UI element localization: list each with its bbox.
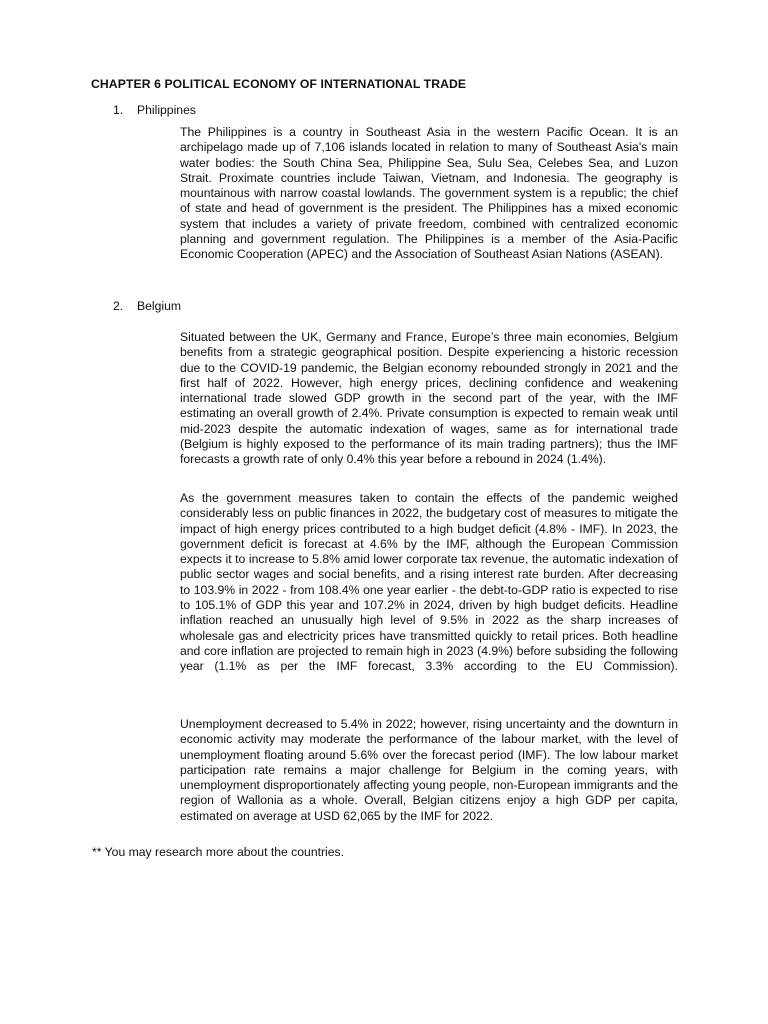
paragraph-philippines: The Philippines is a country in Southeast Asia in the western Pacific Ocean. It is an archipelago made up of 7,106 islands located in relation to many of Southeast Asia's main water bodies: the South China Sea, Philippine Sea, Sulu Sea, Celebes Sea, and Luzon Strait. Proximate countries include Taiwan, Vietnam, and Indonesia. The geography is mountainous with narrow coastal lowlands. The government system is a republic; the chief of state and head of government is the president. The Philippines has a mixed economic system that includes a variety of private freedom, combined with centralized economic planning and government regulation. The Philippines is a member of the Asia-Pacific Economic Cooperation (APEC) and the Association of Southeast Asian Nations (ASEAN). <box>180 125 678 262</box>
paragraph-belgium-unemployment: Unemployment decreased to 5.4% in 2022; however, rising uncertainty and the downturn in economic activity may moderate the performance of the labour market, with the level of unemployment floating around 5.6% over the forecast period (IMF). The low labour market participation rate remains a major challenge for Belgium in the coming years, with unemployment disproportionately affecting young people, non-European immigrants and the region of Wallonia as a whole. Overall, Belgian citizens enjoy a high GDP per capita, estimated on average at USD 62,065 by the IMF for 2022. <box>180 717 678 823</box>
section-title: Philippines <box>137 103 196 117</box>
paragraph-belgium-economy: Situated between the UK, Germany and France, Europe’s three main economies, Belgium benefits from a strategic geographical position. Despite experiencing a historic recession due to the COVID-19 pandemic, the Belgian economy rebounded strongly in 2021 and the first half of 2022. However, high energy prices, declining confidence and weakening international trade slowed GDP growth in the second part of the year, with the IMF estimating an overall growth of 2.4%. Private consumption is expected to remain weak until mid-2023 despite the automatic indexation of wages, same as for international trade (Belgium is highly exposed to the performance of its main trading partners); thus the IMF forecasts a growth rate of only 0.4% this year before a rebound in 2024 (1.4%). <box>180 330 678 467</box>
footnote: ** You may research more about the countries. <box>92 845 345 859</box>
section-heading-belgium <box>113 299 181 313</box>
section-title: Belgium <box>137 299 182 313</box>
section-number: 2. <box>113 299 124 313</box>
chapter-title: CHAPTER 6 POLITICAL ECONOMY OF INTERNATIONAL TRADE <box>91 77 467 91</box>
section-number: 1. <box>113 103 124 117</box>
paragraph-belgium-finances: As the government measures taken to contain the effects of the pandemic weighed considerably less on public finances in 2022, the budgetary cost of measures to mitigate the impact of high energy prices contributed to a high budget deficit (4.8% - IMF). In 2023, the government deficit is forecast at 4.6% by the IMF, although the European Commission expects it to increase to 5.8% amid lower corporate tax revenue, the automatic indexation of public sector wages and social benefits, and a rising interest rate burden. After decreasing to 103.9% in 2022 - from 108.4% one year earlier - the debt-to-GDP ratio is expected to rise to 105.1% of GDP this year and 107.2% in 2024, driven by high budget deficits. Headline inflation reached an unusually high level of 9.5% in 2022 as the sharp increases of wholesale gas and electricity prices have transmitted quickly to retail prices. Both headline and core inflation are projected to remain high in 2023 (4.9%) before subsiding the following year (1.1% as per the IMF forecast, 3.3% according to the EU Commission). <box>180 491 678 674</box>
section-heading-philippines <box>113 103 196 117</box>
